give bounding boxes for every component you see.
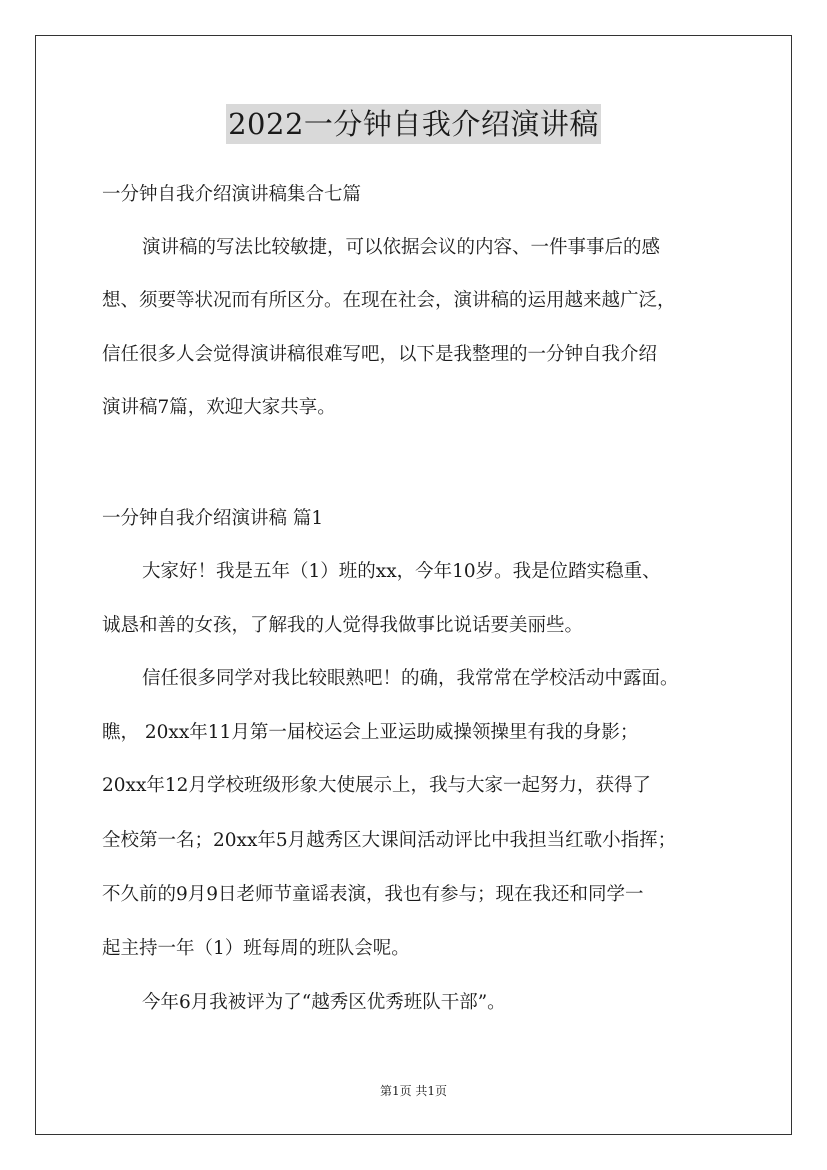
title-container <box>0 104 827 144</box>
page-footer: 第1页 共1页 <box>379 1084 448 1098</box>
body-line: 大家好！我是五年（1）班的xx，今年10岁。我是位踏实稳重、 <box>142 561 661 582</box>
intro-line: 演讲稿7篇，欢迎大家共享。 <box>102 397 336 418</box>
intro-line: 想、须要等状况而有所区分。在现在社会，演讲稿的运用越来越广泛， <box>102 290 676 311</box>
document-subtitle: 一分钟自我介绍演讲稿集合七篇 <box>102 184 362 205</box>
body-line: 全校第一名；20xx年5月越秀区大课间活动评比中我担当红歌小指挥； <box>102 830 677 851</box>
body-line: 起主持一年（1）班每周的班队会呢。 <box>102 938 410 959</box>
body-line: 信任很多同学对我比较眼熟吧！的确，我常常在学校活动中露面。 <box>142 668 679 689</box>
body-line: 今年6月我被评为了“越秀区优秀班队干部”。 <box>142 992 506 1013</box>
body-line: 诚恳和善的女孩，了解我的人觉得我做事比说话要美丽些。 <box>102 615 584 636</box>
document-title: 2022一分钟自我介绍演讲稿 <box>226 104 601 144</box>
intro-line: 信任很多人会觉得演讲稿很难写吧，以下是我整理的一分钟自我介绍 <box>102 344 658 365</box>
body-line: 瞧， 20xx年11月第一届校运会上亚运助威操领操里有我的身影； <box>102 722 639 743</box>
intro-line: 演讲稿的写法比较敏捷，可以依据会议的内容、一件事事后的感 <box>142 237 661 258</box>
body-line: 20xx年12月学校班级形象大使展示上，我与大家一起努力，获得了 <box>102 775 651 796</box>
section-heading: 一分钟自我介绍演讲稿 篇1 <box>102 508 324 529</box>
body-line: 不久前的9月9日老师节童谣表演，我也有参与；现在我还和同学一 <box>102 884 644 905</box>
